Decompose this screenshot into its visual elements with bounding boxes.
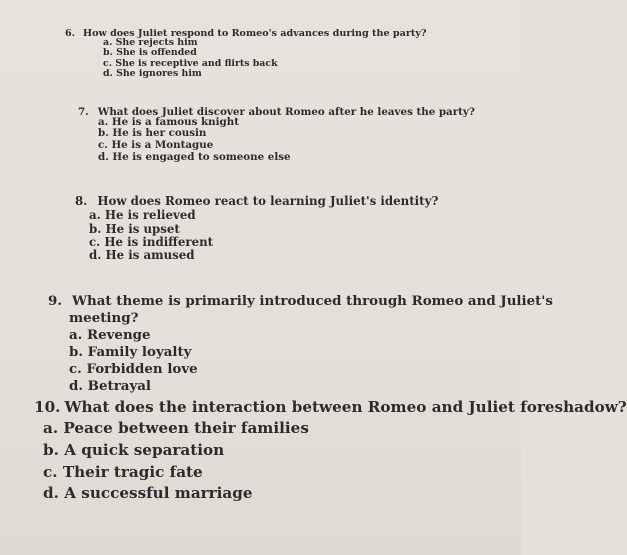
question-8-option-d: d. He is amused xyxy=(89,248,195,262)
question-10-option-a: a. Peace between their families xyxy=(43,419,309,437)
question-6-number: 6. xyxy=(65,28,76,39)
question-9-option-b: b. Family loyalty xyxy=(69,344,192,360)
question-10-option-d: d. A successful marriage xyxy=(43,484,253,502)
question-10-option-c: c. Their tragic fate xyxy=(43,463,203,481)
question-10-option-b: b. A quick separation xyxy=(43,441,225,459)
question-7-prompt: What does Juliet discover about Romeo after he leaves the party? xyxy=(97,106,475,118)
question-9-option-a: a. Revenge xyxy=(69,327,151,343)
question-7-option-c: c. He is a Montague xyxy=(98,139,214,151)
question-10-prompt: What does the interaction between Romeo and Juliet foreshadow? xyxy=(64,398,627,416)
question-6-prompt: How does Juliet respond to Romeo's advances during the party? xyxy=(83,28,427,39)
question-9-option-d: d. Betrayal xyxy=(69,378,151,394)
question-8-number: 8. xyxy=(75,194,88,208)
question-6-option-b: b. She is offended xyxy=(103,47,197,58)
question-7-option-a: a. He is a famous knight xyxy=(98,116,239,128)
question-7-number: 7. xyxy=(78,106,89,118)
question-8-option-b: b. He is upset xyxy=(89,222,180,236)
question-8-option-c: c. He is indifferent xyxy=(89,235,214,249)
question-9-text xyxy=(48,293,553,310)
question-9-prompt: What theme is primarily introduced through Romeo and Juliet's xyxy=(71,293,553,309)
question-9-option-c: c. Forbidden love xyxy=(69,361,198,377)
question-8-text xyxy=(75,194,438,208)
question-6-option-a: a. She rejects him xyxy=(103,37,198,48)
question-8-option-a: a. He is relieved xyxy=(89,208,196,222)
question-10-text xyxy=(34,397,627,417)
question-7-option-d: d. He is engaged to someone else xyxy=(98,151,291,163)
question-7-option-b: b. He is her cousin xyxy=(98,127,207,139)
question-10-number: 10. xyxy=(34,398,61,416)
question-8-prompt: How does Romeo react to learning Juliet's identity? xyxy=(97,194,439,208)
question-6-option-d: d. She ignores him xyxy=(103,68,202,79)
question-9-prompt-continued: meeting? xyxy=(69,310,139,326)
question-9-number: 9. xyxy=(48,293,62,309)
question-6-option-c: c. She is receptive and flirts back xyxy=(103,58,278,69)
